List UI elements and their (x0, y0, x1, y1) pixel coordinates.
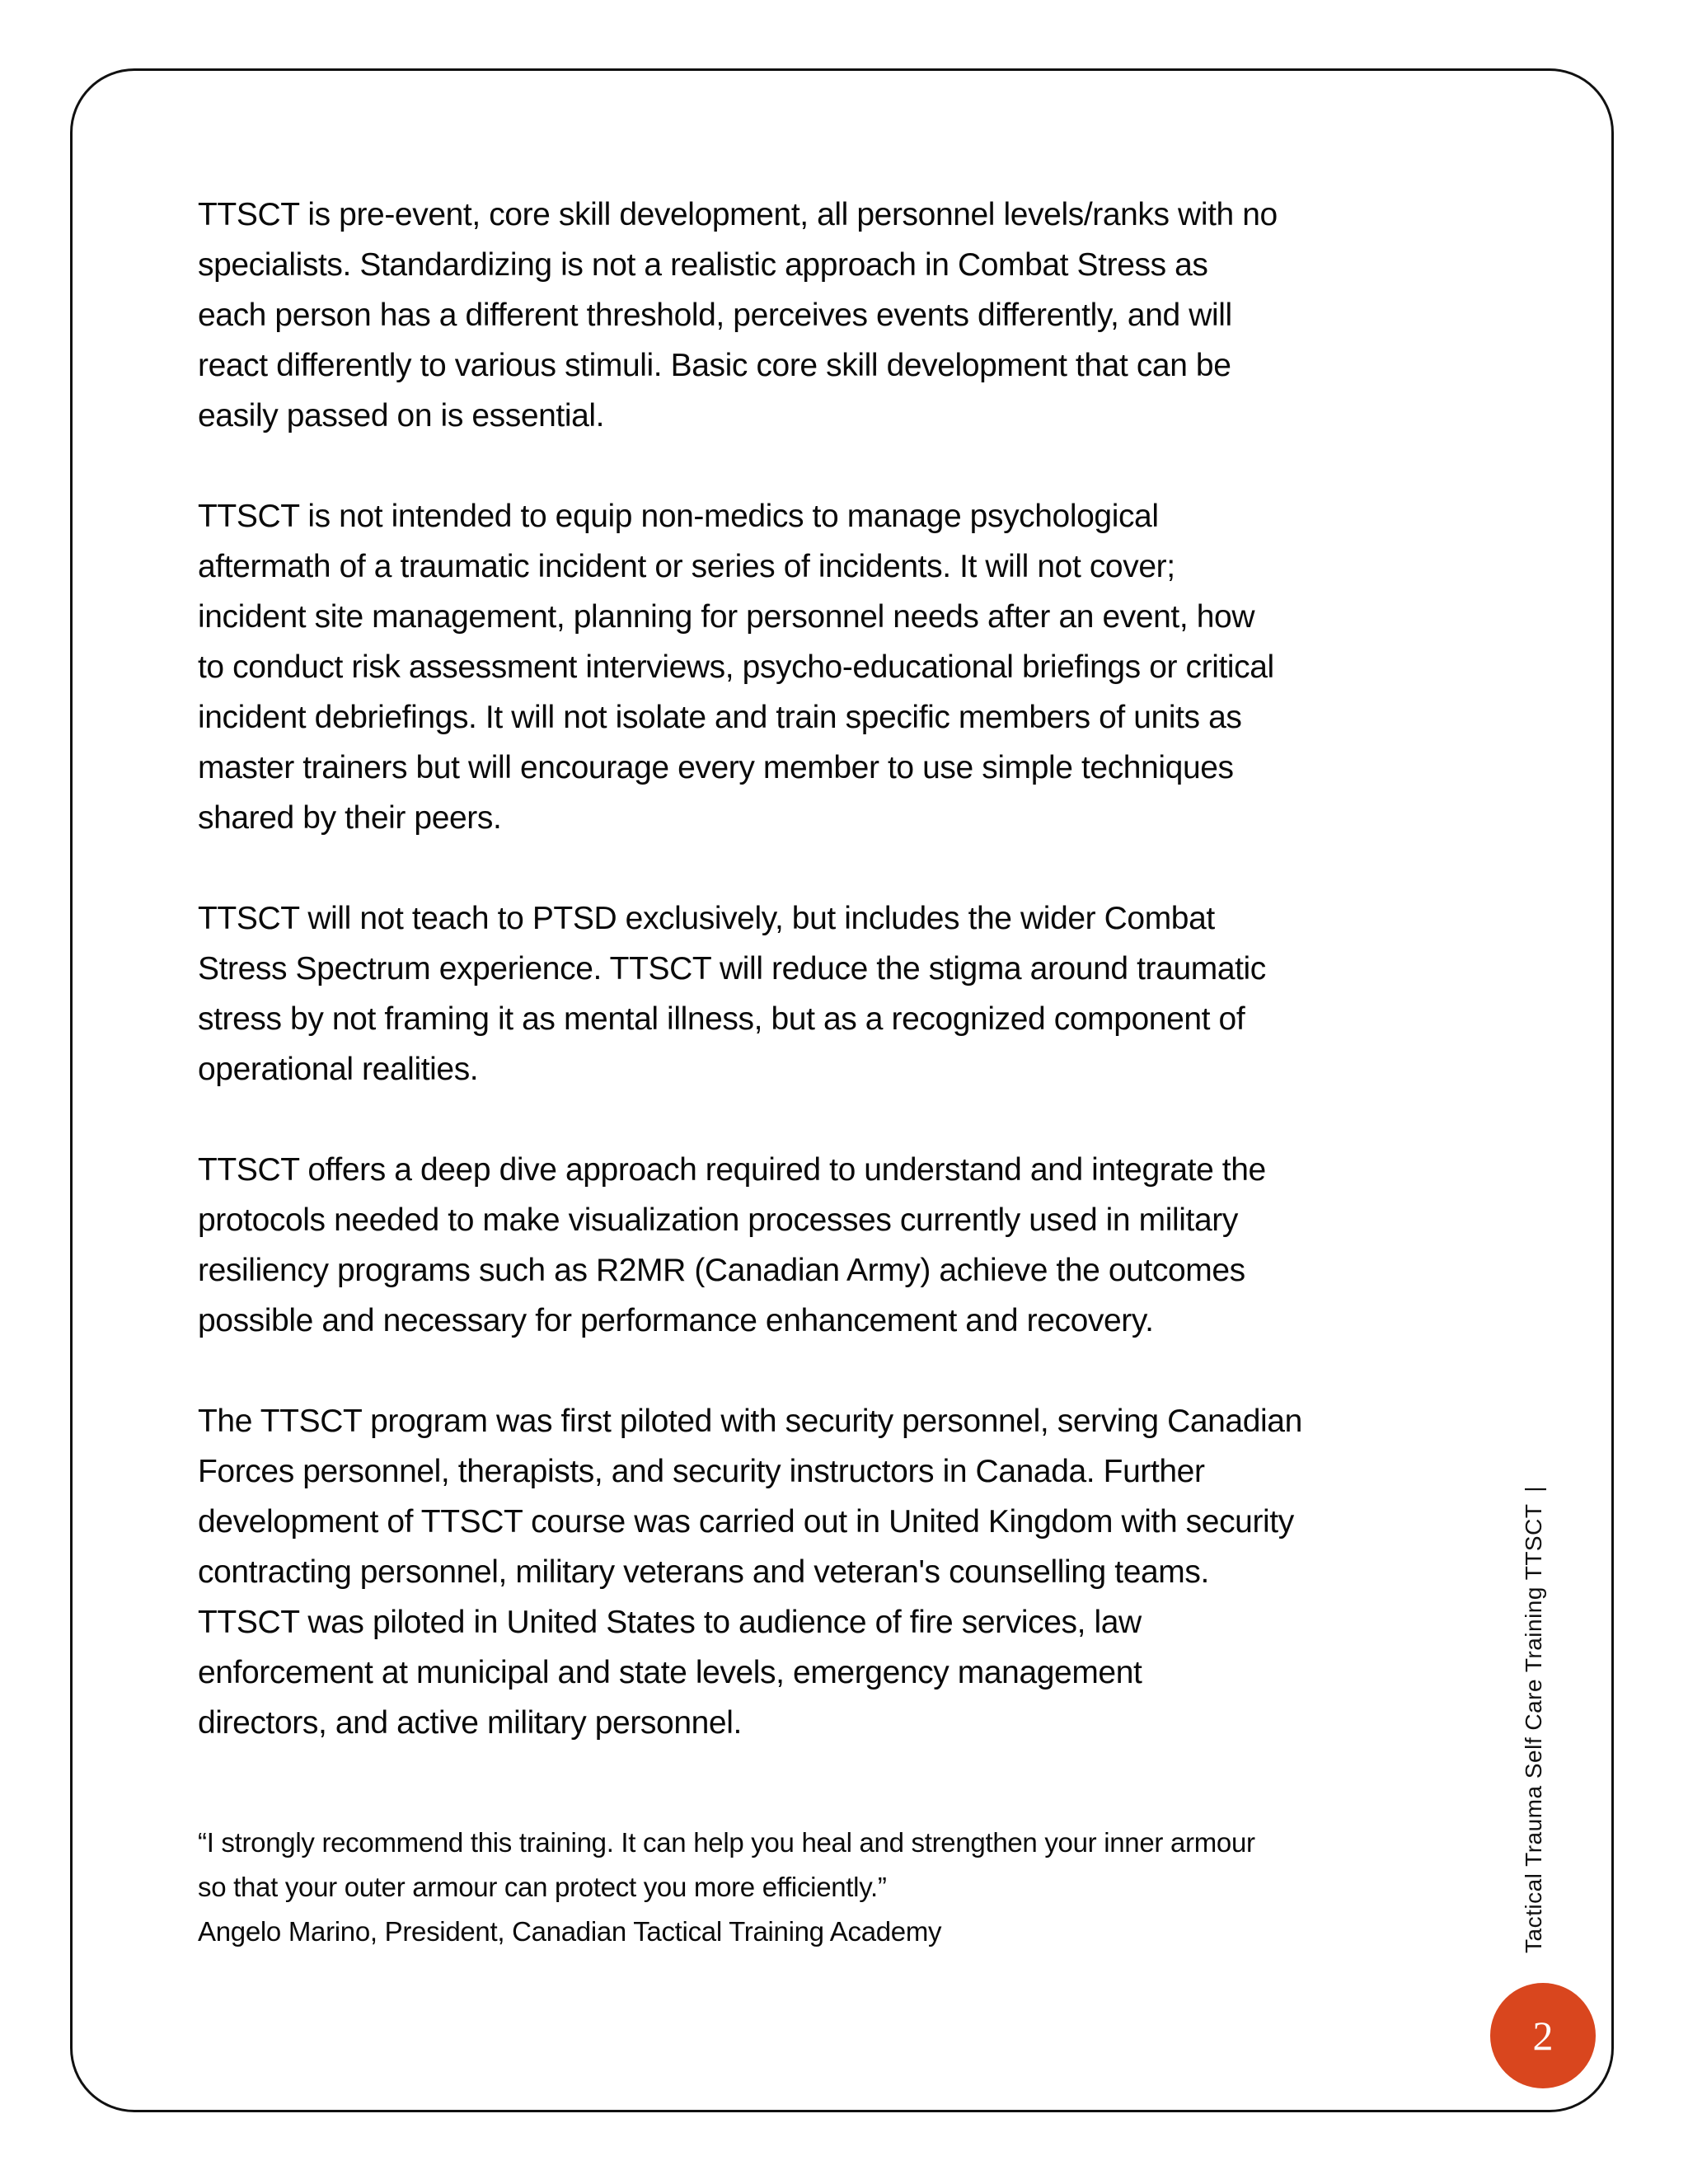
text-line: Stress Spectrum experience. TTSCT will reduce the stigma around traumatic (198, 951, 1266, 987)
testimonial-quote (198, 1821, 1517, 1954)
text-line: Forces personnel, therapists, and security instructors in Canada. Further (198, 1454, 1205, 1489)
paragraph-2 (198, 491, 1517, 843)
page-number-badge (1490, 1983, 1596, 2088)
text-line: master trainers but will encourage every member to use simple techniques (198, 750, 1234, 785)
text-line: shared by their peers. (198, 800, 502, 836)
text-line: incident site management, planning for personnel needs after an event, how (198, 599, 1255, 635)
text-line: protocols needed to make visualization processes currently used in military (198, 1202, 1238, 1238)
paragraph-3 (198, 893, 1517, 1094)
text-line: The TTSCT program was first piloted with security personnel, serving Canadian (198, 1404, 1302, 1439)
text-line: incident debriefings. It will not isolate and train specific members of units as (198, 700, 1242, 735)
text-line: specialists. Standardizing is not a realistic approach in Combat Stress as (198, 247, 1208, 283)
text-line: enforcement at municipal and state levels, emergency management (198, 1655, 1142, 1690)
text-line: aftermath of a traumatic incident or series of incidents. It will not cover; (198, 549, 1175, 584)
text-line: development of TTSCT course was carried out in United Kingdom with security (198, 1504, 1294, 1540)
text-line: TTSCT will not teach to PTSD exclusively, but includes the wider Combat (198, 901, 1215, 936)
paragraph-1 (198, 190, 1517, 441)
paragraph-5 (198, 1396, 1517, 1748)
text-line: resiliency programs such as R2MR (Canadian Army) achieve the outcomes (198, 1253, 1245, 1288)
quote-line: “I strongly recommend this training. It can help you heal and strengthen your inner armour (198, 1827, 1255, 1858)
text-line: easily passed on is essential. (198, 398, 605, 434)
document-title-text: Tactical Trauma Self Care Training TTSCT (1521, 1503, 1546, 1953)
quote-line: so that your outer armour can protect you more efficiently.” (198, 1872, 887, 1902)
text-line: TTSCT offers a deep dive approach required to understand and integrate the (198, 1152, 1266, 1188)
text-line: stress by not framing it as mental illness, but as a recognized component of (198, 1001, 1245, 1037)
text-line: to conduct risk assessment interviews, psycho-educational briefings or critical (198, 649, 1274, 685)
text-line: each person has a different threshold, perceives events differently, and will (198, 298, 1232, 333)
text-line: TTSCT is pre-event, core skill development, all personnel levels/ranks with no (198, 197, 1278, 232)
text-line: react differently to various stimuli. Basic core skill development that can be (198, 348, 1231, 383)
paragraph-4 (198, 1145, 1517, 1346)
title-separator: | (1521, 1485, 1546, 1493)
page-number: 2 (1532, 2013, 1554, 2059)
text-line: contracting personnel, military veterans and veteran's counselling teams. (198, 1554, 1209, 1590)
document-body (198, 190, 1517, 1954)
quote-attribution: Angelo Marino, President, Canadian Tactical Training Academy (198, 1916, 942, 1947)
text-line: possible and necessary for performance enhancement and recovery. (198, 1303, 1154, 1338)
text-line: TTSCT is not intended to equip non-medics to manage psychological (198, 499, 1159, 534)
text-line: TTSCT was piloted in United States to audience of fire services, law (198, 1605, 1142, 1640)
text-line: operational realities. (198, 1052, 479, 1087)
vertical-document-title (1521, 1486, 1547, 1953)
text-line: directors, and active military personnel. (198, 1705, 742, 1741)
